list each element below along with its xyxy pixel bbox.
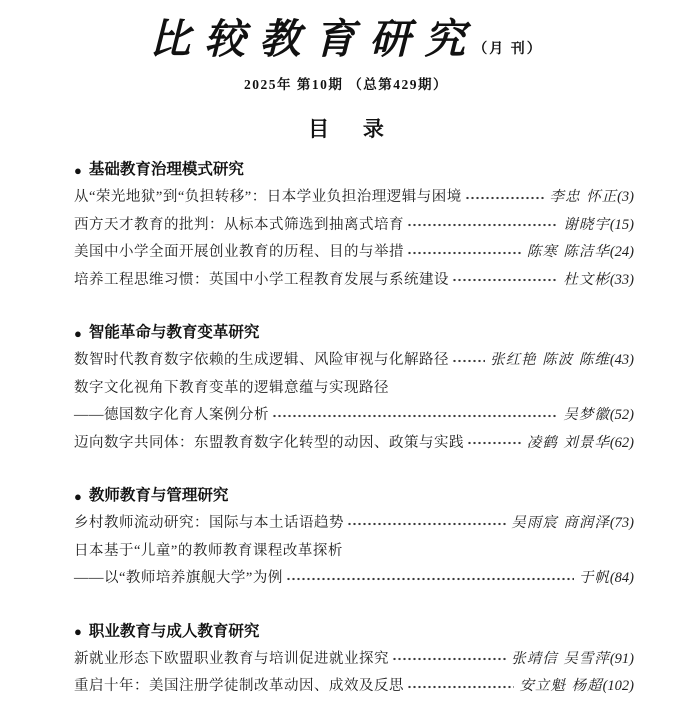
- toc-sections: [74, 156, 634, 701]
- article-page-number: (3): [617, 189, 634, 205]
- article-page-number: (62): [609, 434, 634, 451]
- toc-item-wrap-line: [74, 538, 634, 566]
- article-page-number: (102): [602, 678, 634, 694]
- dot-leader: [467, 437, 522, 449]
- article-page-number: (43): [609, 352, 634, 368]
- dot-leader: [407, 681, 514, 693]
- dot-leader: [272, 410, 558, 422]
- toc-title: 目 录: [308, 118, 398, 141]
- article-title: 迈向数字共同体：东盟教育数字化转型的动因、政策与实践: [74, 434, 464, 451]
- toc-item-line: [74, 239, 634, 267]
- article-title: 乡村教师流动研究：国际与本土话语趋势: [74, 515, 344, 531]
- dot-leader: [407, 247, 522, 259]
- toc-item-line: [74, 510, 634, 538]
- dot-leader: [347, 518, 506, 530]
- article-authors: 于帆: [578, 570, 610, 586]
- toc-item-line: [74, 646, 634, 674]
- article-page-number: (73): [609, 515, 634, 531]
- section-heading-text: 教师教育与管理研究: [88, 487, 229, 504]
- article-title: 从“荣光地狱”到“负担转移”：日本学业负担治理逻辑与困境: [74, 189, 462, 205]
- journal-subtitle: （月 刊）: [473, 42, 543, 57]
- section-bullet-icon: ●: [74, 488, 82, 504]
- article-title: 数智时代教育数字依赖的生成逻辑、风险审视与化解路径: [74, 352, 449, 368]
- dot-leader: [452, 355, 485, 367]
- article-title: 西方天才教育的批判：从标本式筛选到抽离式培育: [74, 216, 404, 233]
- article-authors: 杜文彬: [563, 271, 610, 288]
- article-title: 日本基于“儿童”的教师教育课程改革探析: [74, 542, 343, 559]
- toc-item-line: [74, 430, 634, 458]
- dot-leader: [392, 653, 506, 665]
- section-bullet-icon: ●: [74, 624, 82, 639]
- toc-item-wrap-line: [74, 375, 634, 403]
- article-authors: 谢晓宇: [563, 216, 610, 233]
- article-title: 培养工程思维习惯：英国中小学工程教育发展与系统建设: [74, 271, 449, 288]
- article-authors: 凌鹤 刘景华: [526, 434, 610, 451]
- toc-item-line: [74, 347, 634, 375]
- article-page-number: (84): [609, 570, 634, 586]
- toc-item-line: [74, 184, 634, 212]
- issue-line: 2025年 第10期 （总第429期）: [244, 77, 448, 92]
- toc-section-1: [74, 319, 634, 457]
- toc-item-line: [74, 673, 634, 701]
- article-page-number: (91): [609, 650, 634, 667]
- section-heading: [74, 156, 634, 184]
- article-title: ——德国数字化育人案例分析: [74, 407, 269, 423]
- article-authors: 陈寒 陈洁华: [526, 244, 610, 260]
- article-authors: 李忠 怀正: [549, 189, 618, 205]
- toc-section-3: [74, 618, 634, 701]
- dot-leader: [452, 274, 558, 286]
- article-title: 数字文化视角下教育变革的逻辑意蕴与实现路径: [74, 379, 389, 396]
- article-page-number: (33): [609, 271, 634, 288]
- article-title: 重启十年：美国注册学徒制改革动因、成效及反思: [74, 678, 404, 694]
- article-authors: 张红艳 陈波 陈维: [490, 352, 610, 368]
- section-heading-text: 职业教育与成人教育研究: [88, 622, 260, 640]
- section-heading-text: 智能革命与教育变革研究: [88, 324, 260, 341]
- article-authors: 安立魁 杨超: [519, 678, 603, 694]
- toc-item-line: [74, 267, 634, 295]
- dot-leader: [465, 192, 545, 204]
- journal-title: 比较教育研究: [149, 15, 480, 63]
- article-title: 新就业形态下欧盟职业教育与培训促进就业探究: [74, 650, 389, 667]
- masthead: [0, 14, 692, 64]
- section-heading: [74, 618, 634, 646]
- section-heading-text: 基础教育治理模式研究: [88, 161, 244, 178]
- dot-leader: [407, 219, 558, 231]
- article-authors: 吴雨宸 商润泽: [511, 515, 610, 531]
- article-page-number: (52): [609, 407, 634, 423]
- article-title: ——以“教师培养旗舰大学”为例: [74, 570, 283, 586]
- toc-item-line: [74, 402, 634, 430]
- article-authors: 吴梦徽: [563, 407, 610, 423]
- article-page-number: (24): [609, 244, 634, 260]
- article-page-number: (15): [609, 216, 634, 233]
- toc-item-line: [74, 212, 634, 240]
- article-title: 美国中小学全面开展创业教育的历程、目的与举措: [74, 244, 404, 260]
- section-bullet-icon: ●: [74, 162, 82, 178]
- section-bullet-icon: ●: [74, 325, 82, 341]
- toc-item-line: [74, 565, 634, 593]
- article-authors: 张靖信 吴雪萍: [511, 650, 610, 667]
- section-heading: [74, 482, 634, 510]
- toc-section-2: [74, 482, 634, 593]
- section-heading: [74, 319, 634, 347]
- toc-section-0: [74, 156, 634, 294]
- dot-leader: [286, 573, 574, 585]
